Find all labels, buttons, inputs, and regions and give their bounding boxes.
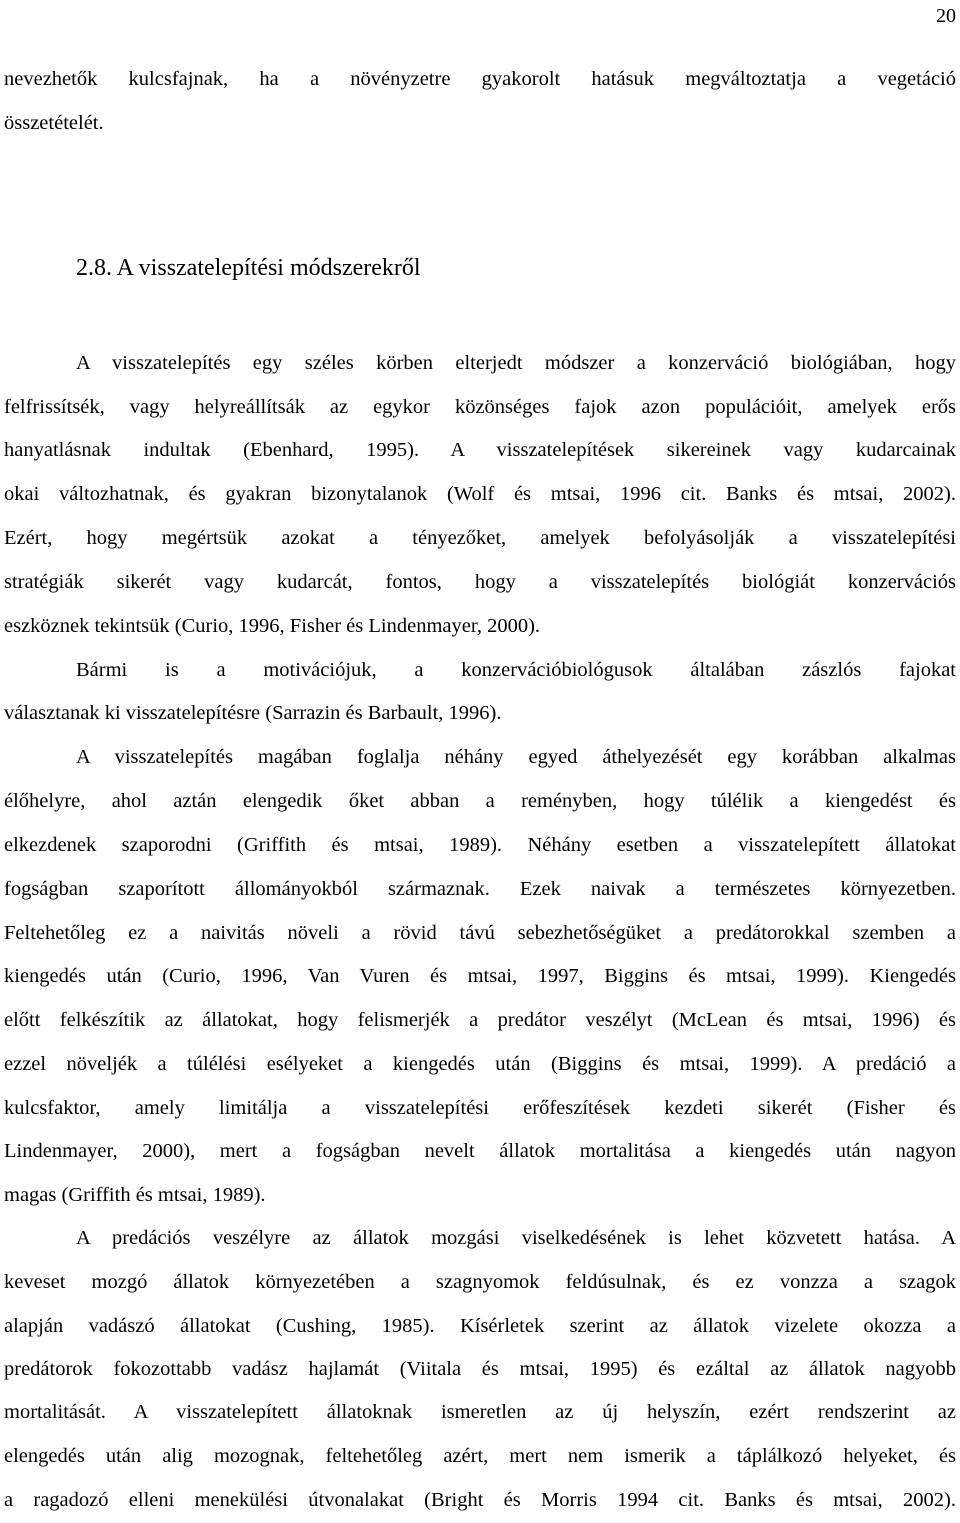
text-line: A visszatelepítés egy széles körben elterjedt módszer a konzerváció biológiában, hogy (76, 352, 956, 374)
text-line: alapján vadászó állatokat (Cushing, 1985). Kísérletek szerint az állatok vizelete okozza a (4, 1315, 956, 1337)
text-line: keveset mozgó állatok környezetében a szagnyomok feldúsulnak, és ez vonzza a szagok (4, 1271, 956, 1293)
text-line: predátorok fokozottabb vadász hajlamát (Viitala és mtsai, 1995) és ezáltal az állatok nagyobb (4, 1358, 956, 1380)
text-line: okai változhatnak, és gyakran bizonytalanok (Wolf és mtsai, 1996 cit. Banks és mtsai, 2002). (4, 483, 956, 505)
page-number: 20 (936, 5, 956, 27)
text-line: A predációs veszélyre az állatok mozgási viselkedésének is lehet közvetett hatása. A (76, 1227, 956, 1249)
text-line: a ragadozó elleni menekülési útvonalakat (Bright és Morris 1994 cit. Banks és mtsai, 2002). (4, 1489, 956, 1511)
text-line: választanak ki visszatelepítésre (Sarrazin és Barbault, 1996). (4, 702, 502, 724)
text-line: nevezhetők kulcsfajnak, ha a növényzetre gyakorolt hatásuk megváltoztatja a vegetáció (4, 68, 956, 90)
text-line: magas (Griffith és mtsai, 1989). (4, 1184, 266, 1206)
text-line: Feltehetőleg ez a naivitás növeli a rövid távú sebezhetőségüket a predátorokkal szemben a (4, 922, 956, 944)
text-line: kulcsfaktor, amely limitálja a visszatelepítési erőfeszítések kezdeti sikerét (Fisher és (4, 1097, 956, 1119)
text-line: kiengedés után (Curio, 1996, Van Vuren és mtsai, 1997, Biggins és mtsai, 1999). Kiengedés (4, 965, 956, 987)
text-line: összetételét. (4, 112, 104, 134)
text-line: eszköznek tekintsük (Curio, 1996, Fisher és Lindenmayer, 2000). (4, 615, 541, 637)
text-line: előtt felkészítik az állatokat, hogy felismerjék a predátor veszélyt (McLean és mtsai, 1996) és (4, 1009, 956, 1031)
text-line: Lindenmayer, 2000), mert a fogságban nevelt állatok mortalitása a kiengedés után nagyon (4, 1140, 956, 1162)
text-line: fogságban szaporított állományokból származnak. Ezek naivak a természetes környezetben. (4, 878, 956, 900)
text-line: hanyatlásnak indultak (Ebenhard, 1995). A visszatelepítések sikereinek vagy kudarcainak (4, 439, 956, 461)
text-line: Bármi is a motivációjuk, a konzervációbiológusok általában zászlós fajokat (76, 659, 956, 681)
text-line: élőhelyre, ahol aztán elengedik őket abban a reményben, hogy túlélik a kiengedést és (4, 790, 956, 812)
text-line: ezzel növeljék a túlélési esélyeket a kiengedés után (Biggins és mtsai, 1999). A predáció a (4, 1053, 956, 1075)
section-heading: 2.8. A visszatelepítési módszerekről (76, 255, 421, 281)
text-line: elengedés után alig mozognak, feltehetőleg azért, mert nem ismerik a táplálkozó helyeket, és (4, 1445, 956, 1467)
text-line: stratégiák sikerét vagy kudarcát, fontos, hogy a visszatelepítés biológiát konzervációs (4, 571, 956, 593)
text-line: A visszatelepítés magában foglalja néhány egyed áthelyezését egy korábban alkalmas (76, 746, 956, 768)
text-line: Ezért, hogy megértsük azokat a tényezőket, amelyek befolyásolják a visszatelepítési (4, 527, 956, 549)
text-line: mortalitását. A visszatelepített állatoknak ismeretlen az új helyszín, ezért rendszerint az (4, 1401, 956, 1423)
text-line: elkezdenek szaporodni (Griffith és mtsai, 1989). Néhány esetben a visszatelepített állatokat (4, 834, 956, 856)
text-line: felfrissítsék, vagy helyreállítsák az egykor közönséges fajok azon populációit, amelyek erős (4, 396, 956, 418)
